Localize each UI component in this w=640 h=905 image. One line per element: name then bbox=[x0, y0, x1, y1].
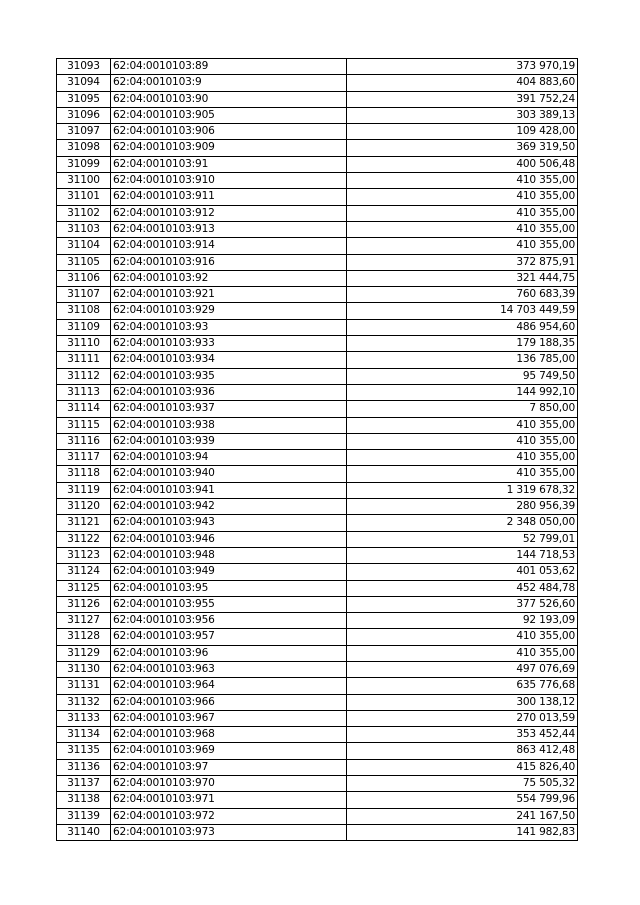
row-number-cell: 31130 bbox=[57, 661, 111, 677]
cadastral-number-cell: 62:04:0010103:967 bbox=[111, 710, 347, 726]
row-number-cell: 31098 bbox=[57, 140, 111, 156]
row-number-cell: 31104 bbox=[57, 238, 111, 254]
cadastral-number-cell: 62:04:0010103:89 bbox=[111, 59, 347, 75]
value-cell: 141 982,83 bbox=[347, 824, 578, 840]
value-cell: 410 355,00 bbox=[347, 238, 578, 254]
cadastral-number-cell: 62:04:0010103:971 bbox=[111, 792, 347, 808]
value-cell: 410 355,00 bbox=[347, 466, 578, 482]
value-cell: 401 053,62 bbox=[347, 564, 578, 580]
cadastral-number-cell: 62:04:0010103:93 bbox=[111, 319, 347, 335]
row-number-cell: 31103 bbox=[57, 221, 111, 237]
cadastral-number-cell: 62:04:0010103:934 bbox=[111, 352, 347, 368]
value-cell: 95 749,50 bbox=[347, 368, 578, 384]
row-number-cell: 31115 bbox=[57, 417, 111, 433]
row-number-cell: 31100 bbox=[57, 173, 111, 189]
value-cell: 144 718,53 bbox=[347, 547, 578, 563]
cadastral-number-cell: 62:04:0010103:968 bbox=[111, 727, 347, 743]
cadastral-number-cell: 62:04:0010103:938 bbox=[111, 417, 347, 433]
row-number-cell: 31122 bbox=[57, 531, 111, 547]
value-cell: 410 355,00 bbox=[347, 450, 578, 466]
row-number-cell: 31138 bbox=[57, 792, 111, 808]
value-cell: 14 703 449,59 bbox=[347, 303, 578, 319]
row-number-cell: 31140 bbox=[57, 824, 111, 840]
table-row bbox=[57, 173, 578, 189]
table-row bbox=[57, 515, 578, 531]
value-cell: 52 799,01 bbox=[347, 531, 578, 547]
value-cell: 415 826,40 bbox=[347, 759, 578, 775]
value-cell: 486 954,60 bbox=[347, 319, 578, 335]
table-row bbox=[57, 678, 578, 694]
value-cell: 241 167,50 bbox=[347, 808, 578, 824]
cadastral-number-cell: 62:04:0010103:933 bbox=[111, 336, 347, 352]
cadastral-number-cell: 62:04:0010103:914 bbox=[111, 238, 347, 254]
value-cell: 136 785,00 bbox=[347, 352, 578, 368]
value-cell: 400 506,48 bbox=[347, 156, 578, 172]
row-number-cell: 31106 bbox=[57, 270, 111, 286]
cadastral-value-table bbox=[56, 58, 578, 841]
cadastral-number-cell: 62:04:0010103:973 bbox=[111, 824, 347, 840]
row-number-cell: 31124 bbox=[57, 564, 111, 580]
value-cell: 372 875,91 bbox=[347, 254, 578, 270]
row-number-cell: 31116 bbox=[57, 433, 111, 449]
table-row bbox=[57, 336, 578, 352]
row-number-cell: 31107 bbox=[57, 287, 111, 303]
value-cell: 321 444,75 bbox=[347, 270, 578, 286]
row-number-cell: 31112 bbox=[57, 368, 111, 384]
cadastral-number-cell: 62:04:0010103:949 bbox=[111, 564, 347, 580]
value-cell: 369 319,50 bbox=[347, 140, 578, 156]
table-row bbox=[57, 75, 578, 91]
value-cell: 863 412,48 bbox=[347, 743, 578, 759]
row-number-cell: 31132 bbox=[57, 694, 111, 710]
row-number-cell: 31128 bbox=[57, 629, 111, 645]
table-row bbox=[57, 743, 578, 759]
value-cell: 7 850,00 bbox=[347, 401, 578, 417]
table-row bbox=[57, 694, 578, 710]
value-cell: 377 526,60 bbox=[347, 596, 578, 612]
cadastral-number-cell: 62:04:0010103:91 bbox=[111, 156, 347, 172]
table-row bbox=[57, 824, 578, 840]
table-row bbox=[57, 645, 578, 661]
row-number-cell: 31119 bbox=[57, 482, 111, 498]
value-cell: 497 076,69 bbox=[347, 661, 578, 677]
value-cell: 404 883,60 bbox=[347, 75, 578, 91]
row-number-cell: 31108 bbox=[57, 303, 111, 319]
cadastral-number-cell: 62:04:0010103:955 bbox=[111, 596, 347, 612]
table-row bbox=[57, 776, 578, 792]
cadastral-number-cell: 62:04:0010103:94 bbox=[111, 450, 347, 466]
table-row bbox=[57, 238, 578, 254]
row-number-cell: 31137 bbox=[57, 776, 111, 792]
value-cell: 300 138,12 bbox=[347, 694, 578, 710]
cadastral-number-cell: 62:04:0010103:906 bbox=[111, 124, 347, 140]
table-row bbox=[57, 270, 578, 286]
row-number-cell: 31117 bbox=[57, 450, 111, 466]
row-number-cell: 31093 bbox=[57, 59, 111, 75]
table-row bbox=[57, 401, 578, 417]
cadastral-number-cell: 62:04:0010103:921 bbox=[111, 287, 347, 303]
value-cell: 410 355,00 bbox=[347, 173, 578, 189]
value-cell: 1 319 678,32 bbox=[347, 482, 578, 498]
row-number-cell: 31113 bbox=[57, 384, 111, 400]
table-row bbox=[57, 107, 578, 123]
cadastral-number-cell: 62:04:0010103:943 bbox=[111, 515, 347, 531]
cadastral-number-cell: 62:04:0010103:940 bbox=[111, 466, 347, 482]
value-cell: 179 188,35 bbox=[347, 336, 578, 352]
table-row bbox=[57, 319, 578, 335]
cadastral-number-cell: 62:04:0010103:90 bbox=[111, 91, 347, 107]
table-row bbox=[57, 547, 578, 563]
row-number-cell: 31110 bbox=[57, 336, 111, 352]
row-number-cell: 31099 bbox=[57, 156, 111, 172]
row-number-cell: 31123 bbox=[57, 547, 111, 563]
cadastral-number-cell: 62:04:0010103:942 bbox=[111, 499, 347, 515]
value-cell: 75 505,32 bbox=[347, 776, 578, 792]
table-row bbox=[57, 564, 578, 580]
value-cell: 760 683,39 bbox=[347, 287, 578, 303]
value-cell: 635 776,68 bbox=[347, 678, 578, 694]
table-row bbox=[57, 808, 578, 824]
row-number-cell: 31126 bbox=[57, 596, 111, 612]
cadastral-number-cell: 62:04:0010103:956 bbox=[111, 613, 347, 629]
cadastral-number-cell: 62:04:0010103:936 bbox=[111, 384, 347, 400]
row-number-cell: 31125 bbox=[57, 580, 111, 596]
value-cell: 2 348 050,00 bbox=[347, 515, 578, 531]
table-row bbox=[57, 352, 578, 368]
row-number-cell: 31131 bbox=[57, 678, 111, 694]
cadastral-number-cell: 62:04:0010103:970 bbox=[111, 776, 347, 792]
value-cell: 353 452,44 bbox=[347, 727, 578, 743]
cadastral-number-cell: 62:04:0010103:916 bbox=[111, 254, 347, 270]
cadastral-number-cell: 62:04:0010103:911 bbox=[111, 189, 347, 205]
row-number-cell: 31109 bbox=[57, 319, 111, 335]
cadastral-number-cell: 62:04:0010103:964 bbox=[111, 678, 347, 694]
value-cell: 410 355,00 bbox=[347, 433, 578, 449]
value-cell: 391 752,24 bbox=[347, 91, 578, 107]
table-row bbox=[57, 727, 578, 743]
table-row bbox=[57, 433, 578, 449]
cadastral-number-cell: 62:04:0010103:905 bbox=[111, 107, 347, 123]
cadastral-number-cell: 62:04:0010103:92 bbox=[111, 270, 347, 286]
row-number-cell: 31096 bbox=[57, 107, 111, 123]
row-number-cell: 31120 bbox=[57, 499, 111, 515]
row-number-cell: 31139 bbox=[57, 808, 111, 824]
value-cell: 410 355,00 bbox=[347, 189, 578, 205]
value-cell: 280 956,39 bbox=[347, 499, 578, 515]
cadastral-number-cell: 62:04:0010103:96 bbox=[111, 645, 347, 661]
cadastral-number-cell: 62:04:0010103:910 bbox=[111, 173, 347, 189]
table-row bbox=[57, 531, 578, 547]
cadastral-number-cell: 62:04:0010103:941 bbox=[111, 482, 347, 498]
cadastral-number-cell: 62:04:0010103:946 bbox=[111, 531, 347, 547]
cadastral-number-cell: 62:04:0010103:913 bbox=[111, 221, 347, 237]
row-number-cell: 31136 bbox=[57, 759, 111, 775]
table-row bbox=[57, 221, 578, 237]
value-cell: 452 484,78 bbox=[347, 580, 578, 596]
table-row bbox=[57, 450, 578, 466]
cadastral-number-cell: 62:04:0010103:969 bbox=[111, 743, 347, 759]
row-number-cell: 31111 bbox=[57, 352, 111, 368]
row-number-cell: 31105 bbox=[57, 254, 111, 270]
table-row bbox=[57, 661, 578, 677]
cadastral-number-cell: 62:04:0010103:948 bbox=[111, 547, 347, 563]
cadastral-number-cell: 62:04:0010103:929 bbox=[111, 303, 347, 319]
cadastral-number-cell: 62:04:0010103:95 bbox=[111, 580, 347, 596]
cadastral-number-cell: 62:04:0010103:966 bbox=[111, 694, 347, 710]
table-row bbox=[57, 140, 578, 156]
table-row bbox=[57, 303, 578, 319]
value-cell: 410 355,00 bbox=[347, 645, 578, 661]
table-row bbox=[57, 368, 578, 384]
row-number-cell: 31121 bbox=[57, 515, 111, 531]
cadastral-number-cell: 62:04:0010103:9 bbox=[111, 75, 347, 91]
cadastral-number-cell: 62:04:0010103:935 bbox=[111, 368, 347, 384]
table-row bbox=[57, 759, 578, 775]
table-body bbox=[57, 59, 578, 841]
row-number-cell: 31134 bbox=[57, 727, 111, 743]
table-row bbox=[57, 482, 578, 498]
table-row bbox=[57, 156, 578, 172]
row-number-cell: 31101 bbox=[57, 189, 111, 205]
table-row bbox=[57, 205, 578, 221]
cadastral-number-cell: 62:04:0010103:97 bbox=[111, 759, 347, 775]
cadastral-number-cell: 62:04:0010103:909 bbox=[111, 140, 347, 156]
row-number-cell: 31129 bbox=[57, 645, 111, 661]
value-cell: 373 970,19 bbox=[347, 59, 578, 75]
row-number-cell: 31133 bbox=[57, 710, 111, 726]
table-row bbox=[57, 189, 578, 205]
table-row bbox=[57, 499, 578, 515]
value-cell: 303 389,13 bbox=[347, 107, 578, 123]
table-row bbox=[57, 384, 578, 400]
row-number-cell: 31094 bbox=[57, 75, 111, 91]
value-cell: 410 355,00 bbox=[347, 417, 578, 433]
table-row bbox=[57, 580, 578, 596]
table-row bbox=[57, 254, 578, 270]
cadastral-number-cell: 62:04:0010103:912 bbox=[111, 205, 347, 221]
row-number-cell: 31135 bbox=[57, 743, 111, 759]
table-row bbox=[57, 466, 578, 482]
value-cell: 410 355,00 bbox=[347, 205, 578, 221]
cadastral-number-cell: 62:04:0010103:963 bbox=[111, 661, 347, 677]
table-row bbox=[57, 596, 578, 612]
table-row bbox=[57, 629, 578, 645]
cadastral-number-cell: 62:04:0010103:939 bbox=[111, 433, 347, 449]
value-cell: 270 013,59 bbox=[347, 710, 578, 726]
cadastral-number-cell: 62:04:0010103:957 bbox=[111, 629, 347, 645]
row-number-cell: 31118 bbox=[57, 466, 111, 482]
row-number-cell: 31097 bbox=[57, 124, 111, 140]
table-row bbox=[57, 91, 578, 107]
value-cell: 410 355,00 bbox=[347, 629, 578, 645]
value-cell: 109 428,00 bbox=[347, 124, 578, 140]
cadastral-number-cell: 62:04:0010103:972 bbox=[111, 808, 347, 824]
row-number-cell: 31127 bbox=[57, 613, 111, 629]
table-row bbox=[57, 287, 578, 303]
row-number-cell: 31114 bbox=[57, 401, 111, 417]
table-row bbox=[57, 124, 578, 140]
row-number-cell: 31102 bbox=[57, 205, 111, 221]
table-row bbox=[57, 792, 578, 808]
table-row bbox=[57, 613, 578, 629]
table-row bbox=[57, 417, 578, 433]
value-cell: 554 799,96 bbox=[347, 792, 578, 808]
value-cell: 144 992,10 bbox=[347, 384, 578, 400]
document-page bbox=[56, 58, 578, 841]
cadastral-number-cell: 62:04:0010103:937 bbox=[111, 401, 347, 417]
value-cell: 410 355,00 bbox=[347, 221, 578, 237]
value-cell: 92 193,09 bbox=[347, 613, 578, 629]
table-row bbox=[57, 710, 578, 726]
row-number-cell: 31095 bbox=[57, 91, 111, 107]
table-row bbox=[57, 59, 578, 75]
